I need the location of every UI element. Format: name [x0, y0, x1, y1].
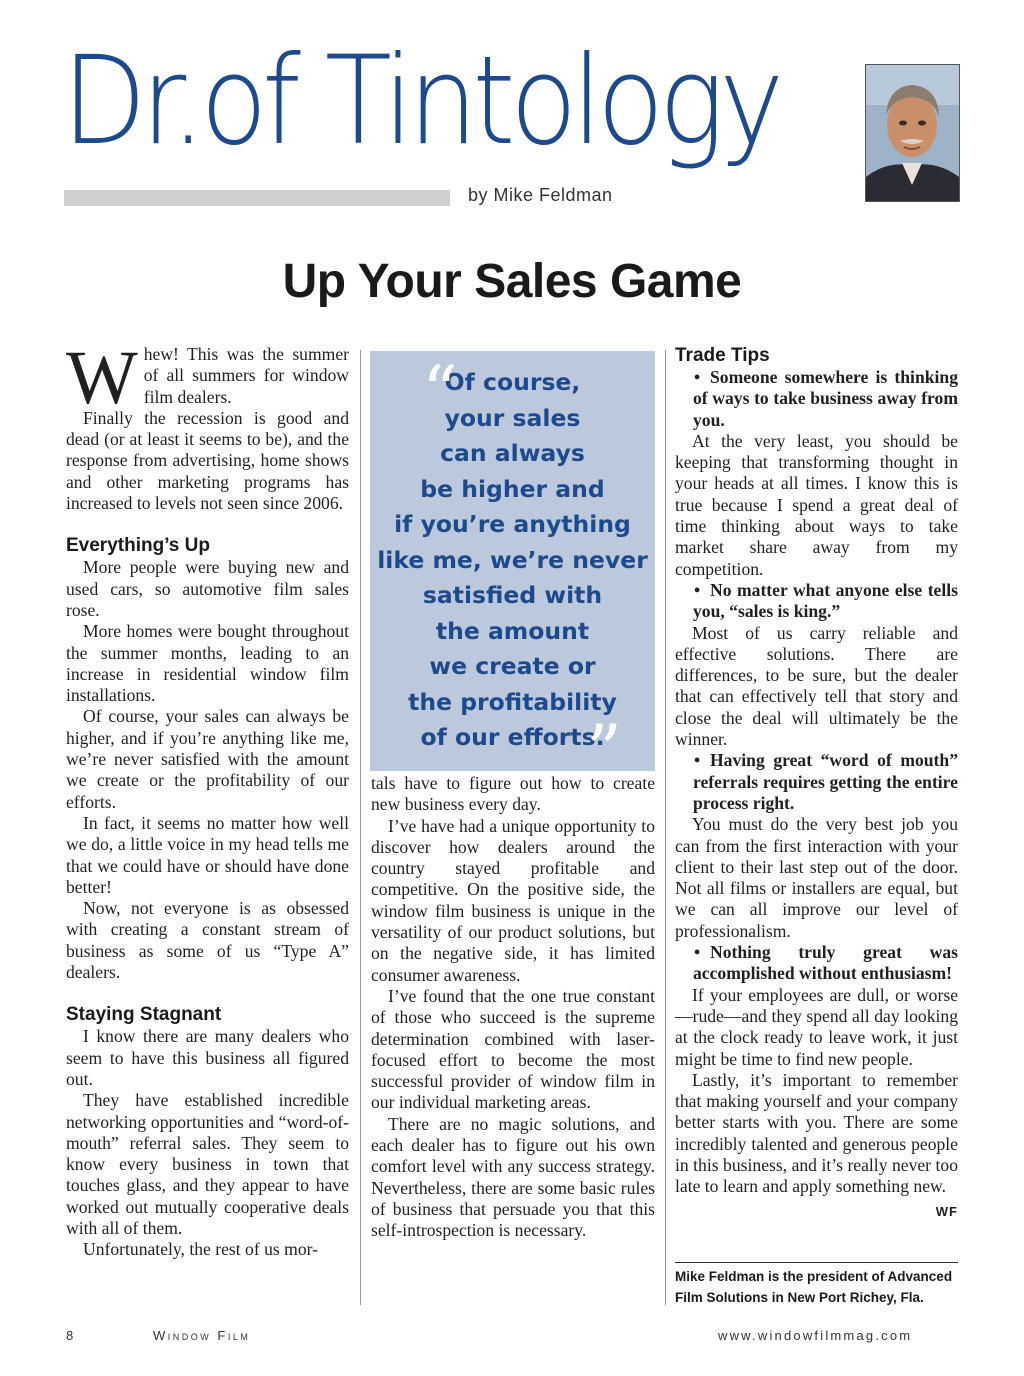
pull-quote-line: satisfied with: [422, 581, 603, 609]
paragraph: [675, 1069, 958, 1219]
tip-bullet: [675, 580, 958, 623]
masthead-bar: [64, 190, 450, 206]
byline: by Mike Feldman: [468, 185, 613, 205]
page-number: 8: [66, 1328, 76, 1343]
paragraph: They have established incredible networking opportunities and “word-of-mouth” referral sales. They seem to know every business in town that touches glass, and they appear to have worked out mutually cooperative deals with all of them.: [66, 1090, 349, 1238]
pull-quote-line: the amount: [435, 616, 590, 645]
tip-text: Someone somewhere is thinking of ways to take business away from you.: [693, 367, 958, 430]
paragraph: Most of us carry reliable and effective solutions. There are differences, to be sure, but the dealer that can effectively tell that story and close the deal will ultimately be the winner.: [675, 622, 958, 750]
paragraph: If your employees are dull, or worse—rude—and they spend all day looking at the clock ready to leave work, it just might be time to find new people.: [675, 984, 958, 1069]
tip-bullet: [675, 367, 958, 431]
paragraph: More people were buying new and used cars, so automotive film sales rose.: [66, 557, 349, 620]
pull-quote-line: like me, we’re never: [377, 545, 648, 574]
end-mark: WF: [935, 1203, 958, 1219]
column-divider: [360, 350, 361, 1305]
publication-name: Window Film: [153, 1328, 251, 1343]
column-3: [675, 344, 958, 1222]
section-heading-staying-stagnant: Staying Stagnant: [66, 1004, 222, 1026]
pull-quote-line: be higher and: [420, 474, 605, 503]
article-title: Up Your Sales Game: [282, 255, 742, 308]
bullet-icon: •: [694, 750, 701, 771]
masthead-title: Dr.of Tintology: [62, 30, 779, 172]
paragraph: I’ve have had a unique opportunity to discover how dealers around the country stayed profitable and competitive. On the positive side, the window film business is unique in the versatility of our product solutions, but on the negative side, it has limited consumer awareness.: [371, 815, 655, 985]
bullet-icon: •: [694, 942, 701, 963]
pull-quote-line: the profitability: [408, 687, 617, 716]
bullet-icon: •: [694, 367, 701, 387]
pull-quote-line: of our efforts.: [420, 723, 605, 751]
paragraph: Of course, your sales can always be higher, and if you’re anything like me, we’re never satisfied with the amount we create or the profitability of our efforts.: [66, 706, 349, 812]
pull-quote-line: your sales: [444, 403, 581, 432]
intro-text: hew! This was the summer of all summers for window film dealers.: [143, 344, 349, 407]
paragraph: I’ve found that the one true constant of those who succeed is the supreme determination combined with laser-focused effort to become the most successful provider of window film in our individual marketing areas.: [371, 985, 655, 1113]
paragraph: In fact, it seems no matter how well we do, a little voice in my head tells me that we could have or should have done better!: [66, 812, 349, 897]
tip-text: Nothing truly great was accomplished without enthusiasm!: [693, 942, 958, 984]
pull-quote-line: if you’re anything: [394, 510, 631, 538]
pull-quote-text: [370, 365, 655, 756]
bullet-icon: •: [694, 579, 701, 600]
column-2: [371, 773, 655, 1242]
paragraph: Finally the recession is good and dead (or at least it seems to be), and the response from advertising, home shows and other marketing programs has increased to levels not seen since 2006.: [66, 407, 349, 514]
column-divider: [665, 350, 666, 1305]
paragraph: Unfortunately, the rest of us mor-: [83, 1239, 318, 1260]
paragraph: You must do the very best job you can from the first interaction with your client to their last step out of the door. Not all films or installers are equal, but we can all improve our level of professionalism.: [675, 814, 958, 941]
author-photo: [865, 64, 960, 202]
paragraph: There are no magic solutions, and each dealer has to figure out his own comfort level with any success strategy. Nevertheless, there are some basic rules of business that persuade you that this self-introspection is necessary.: [371, 1113, 655, 1241]
pull-quote-line: can always: [440, 439, 585, 467]
tip-text: No matter what anyone else tells you, “sales is king.”: [693, 579, 958, 622]
tip-bullet: [675, 750, 958, 814]
tip-text: Having great “word of mouth” referrals requires getting the entire process right.: [693, 750, 958, 813]
paragraph: I know there are many dealers who seem to have this business all figured out.: [66, 1026, 349, 1089]
pull-quote-line: Of course,: [444, 368, 581, 396]
pull-quote-box: [370, 351, 655, 771]
bio-divider: [675, 1262, 958, 1263]
pull-quote-line: we create or: [429, 652, 596, 680]
paragraph: At the very least, you should be keeping that transforming thought in your heads at all times. I know this is true because I spend a great deal of time thinking about ways to take market share away from my competition.: [675, 430, 958, 579]
author-portrait-image: [866, 65, 959, 201]
section-heading-everythings-up: Everything’s Up: [66, 535, 210, 557]
column-1: [66, 336, 349, 1261]
author-bio: Mike Feldman is the president of Advanced Film Solutions in New Port Richey, Fla.: [675, 1269, 953, 1305]
close-quote-mark: ”: [586, 710, 622, 792]
intro-paragraph: [66, 336, 349, 420]
website-url: www.windowfilmmag.com: [718, 1328, 913, 1343]
open-quote-mark: “: [422, 351, 458, 433]
paragraph: Now, not everyone is as obsessed with creating a constant stream of business as some of us “Type A” dealers.: [66, 898, 349, 983]
drop-cap: W: [66, 336, 138, 420]
paragraph: More homes were bought throughout the summer months, leading to an increase in residential window film installations.: [66, 621, 349, 706]
tip-bullet: [675, 942, 958, 985]
paragraph: tals have to figure out how to create new business every day.: [371, 773, 655, 815]
closing-text: Lastly, it’s important to remember that making yourself and your company better starts with you. There are some incredibly talented and generous people in this business, and it’s really never too late to learn and apply something new.: [675, 1069, 958, 1197]
trade-tips-heading: Trade Tips: [675, 345, 770, 366]
